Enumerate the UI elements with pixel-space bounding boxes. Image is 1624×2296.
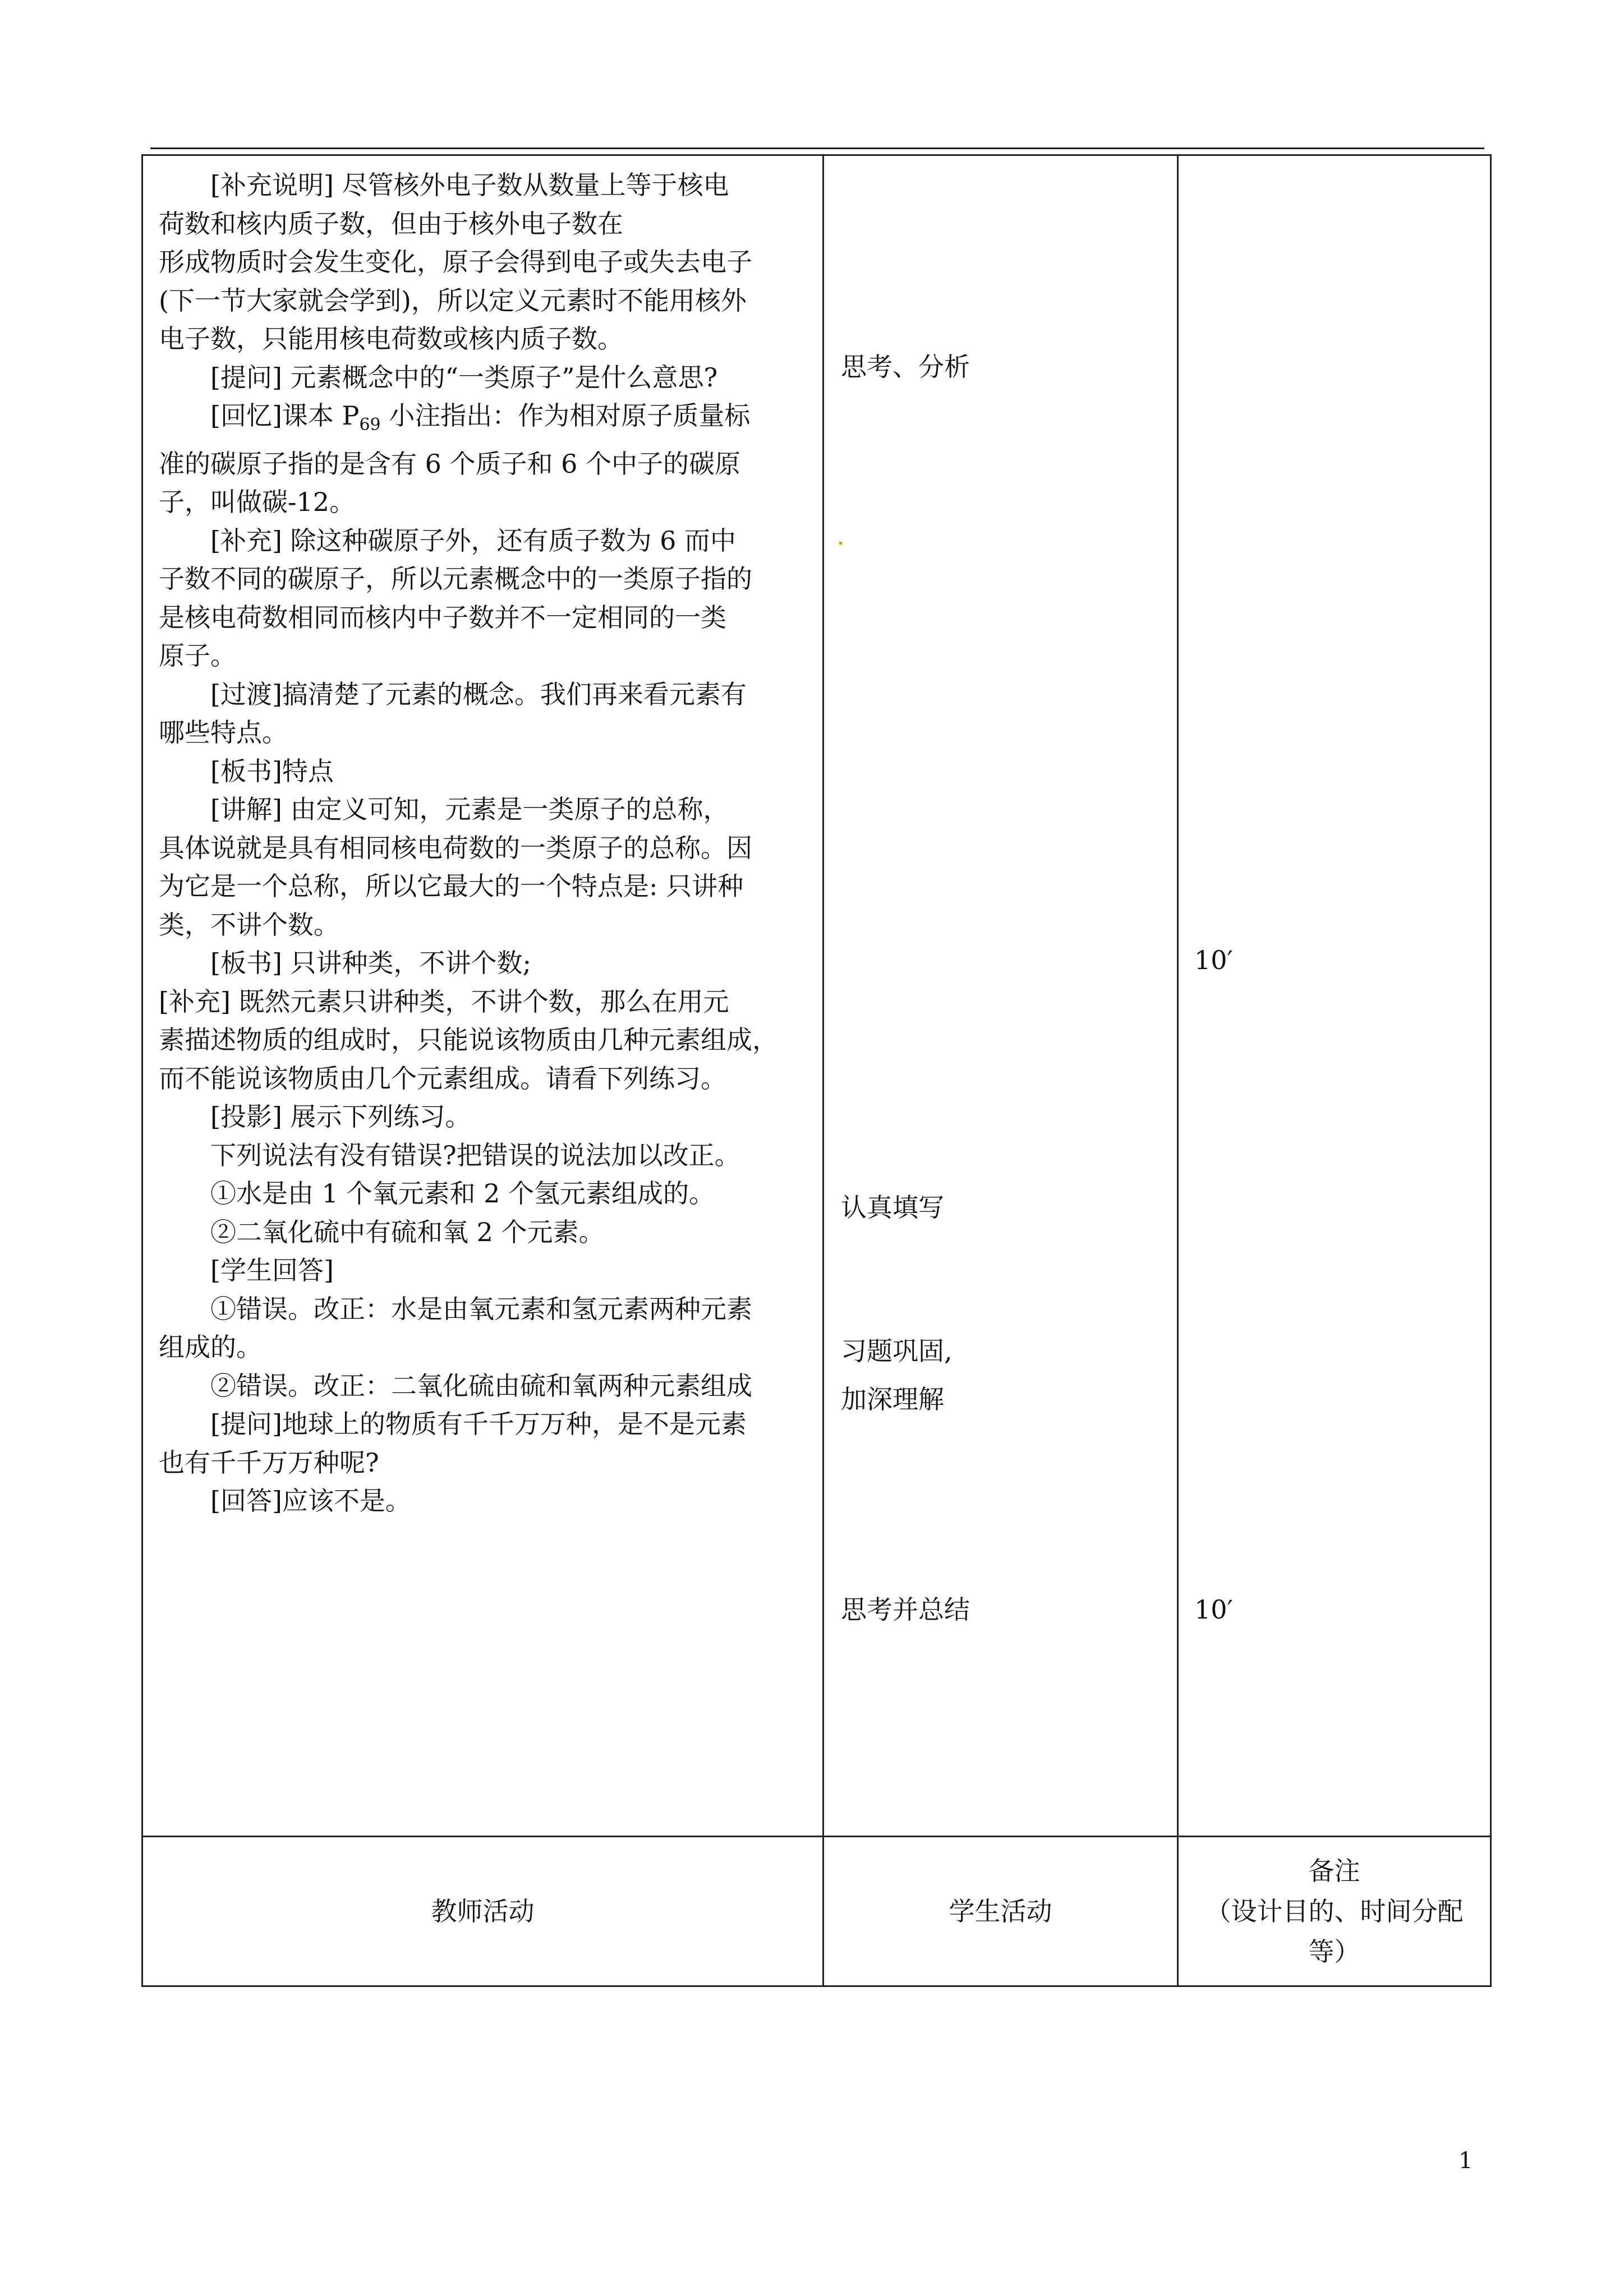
teacher-line: [159, 675, 811, 714]
teacher-line-text: 素描述物质的组成时，只能说该物质由几种元素组成，: [159, 1025, 778, 1055]
remarks-cell: [1178, 155, 1491, 1837]
header-remarks-line: 备注: [1308, 1856, 1360, 1886]
teacher-line: [159, 1174, 811, 1213]
teacher-line-text: 子，叫做碳-12。: [159, 487, 356, 518]
teacher-line: [159, 358, 811, 397]
teacher-line-text: 子数不同的碳原子，所以元素概念中的一类原子指的: [159, 564, 752, 594]
teacher-line-text: 电子数，只能用核电荷数或核内质子数。: [159, 324, 623, 354]
page-number: 1: [1459, 2148, 1473, 2174]
teacher-line: [159, 829, 811, 868]
teacher-line-text: 也有千千万万种呢?: [159, 1447, 379, 1478]
teacher-line: [159, 1136, 811, 1175]
teacher-line: [159, 1482, 811, 1520]
teacher-line-text: 原子。: [159, 640, 236, 671]
teacher-line-text: 类，不讲个数。: [159, 909, 339, 940]
teacher-line-text: (下一节大家就会学到)，所以定义元素时不能用核外: [159, 285, 747, 316]
teacher-line: [159, 1444, 811, 1482]
teacher-line-text: [投影] 展示下列练习。: [210, 1101, 471, 1132]
student-activity: 思考并总结: [841, 1594, 970, 1625]
teacher-activity-cell: [142, 155, 823, 1837]
teacher-line-text: 形成物质时会发生变化，原子会得到电子或失去电子: [159, 247, 752, 277]
time-note: 10′: [1194, 945, 1233, 975]
teacher-line: [159, 1059, 811, 1098]
teacher-line: [159, 867, 811, 906]
teacher-line: [159, 752, 811, 791]
lesson-plan-table: [141, 154, 1492, 1987]
teacher-line: [159, 205, 811, 243]
teacher-line-text: 是核电荷数相同而核内中子数并不一定相同的一类: [159, 602, 726, 633]
teacher-line-text: [讲解] 由定义可知，元素是一类原子的总称，: [210, 794, 729, 825]
teacher-line-text: ②二氧化硫中有硫和氧 2 个元素。: [210, 1216, 605, 1247]
teacher-line-text: 组成的。: [159, 1332, 262, 1363]
teacher-line: [159, 397, 811, 445]
teacher-line-text: 具体说就是具有相同核电荷数的一类原子的总称。因: [159, 832, 752, 863]
teacher-line: [159, 790, 811, 829]
teacher-line: [159, 166, 811, 205]
teacher-line: [159, 1328, 811, 1367]
teacher-activity-text: [143, 156, 822, 1520]
teacher-line: [159, 522, 811, 560]
teacher-line: [159, 983, 811, 1021]
teacher-line-text: 小注指出：作为相对原子质量标: [380, 400, 751, 431]
teacher-line-text: [补充说明] 尽管核外电子数从数量上等于核电: [210, 170, 729, 200]
teacher-line: [159, 1098, 811, 1136]
student-activity: 习题巩固,: [841, 1336, 953, 1366]
teacher-line: [159, 1367, 811, 1405]
teacher-line: [159, 560, 811, 598]
header-teacher: 教师活动: [142, 1837, 823, 1986]
teacher-line-text: ②错误。改正：二氧化硫由硫和氧两种元素组成: [210, 1370, 752, 1401]
page-subscript: 69: [359, 415, 381, 435]
top-rule: [150, 147, 1484, 149]
teacher-line-text: [提问]地球上的物质有千千万万种，是不是元素: [210, 1409, 747, 1440]
teacher-line-text: [板书]特点: [210, 755, 334, 786]
student-activity: 认真填写: [841, 1192, 944, 1223]
teacher-line: [159, 906, 811, 944]
teacher-line: [159, 483, 811, 522]
header-remarks: [1178, 1837, 1491, 1986]
teacher-line-text: 哪些特点。: [159, 717, 288, 748]
header-remarks-line: （设计目的、时间分配: [1205, 1896, 1464, 1926]
teacher-line-text: 下列说法有没有错误?把错误的说法加以改正。: [210, 1140, 740, 1170]
teacher-line: [159, 637, 811, 675]
teacher-line-text: [回答]应该不是。: [210, 1486, 411, 1516]
teacher-line-text: [板书] 只讲种类，不讲个数;: [210, 948, 532, 979]
time-note: 10′: [1194, 1594, 1233, 1625]
teacher-line-text: 准的碳原子指的是含有 6 个质子和 6 个中子的碳原: [159, 448, 741, 479]
teacher-line-text: 荷数和核内质子数，但由于核外电子数在: [159, 208, 623, 239]
teacher-line-text: [回忆]课本 P: [210, 400, 360, 431]
student-activity-cell: [823, 155, 1178, 1837]
header-student: 学生活动: [823, 1837, 1178, 1986]
teacher-line: [159, 282, 811, 320]
teacher-line-text: 为它是一个总称，所以它最大的一个特点是: 只讲种: [159, 871, 744, 902]
content-row: [142, 155, 1491, 1837]
student-activity: 加深理解: [841, 1384, 944, 1414]
teacher-line-text: [提问] 元素概念中的“一类原子”是什么意思?: [210, 362, 718, 393]
teacher-line-text: 而不能说该物质由几个元素组成。请看下列练习。: [159, 1063, 726, 1094]
teacher-line-text: [过渡]搞清楚了元素的概念。我们再来看元素有: [210, 679, 747, 709]
teacher-line: [159, 1213, 811, 1252]
teacher-line: [159, 1251, 811, 1290]
teacher-line: [159, 1021, 811, 1059]
header-remarks-line: 等）: [1308, 1937, 1360, 1967]
teacher-line: [159, 1290, 811, 1329]
speck: [839, 542, 842, 545]
teacher-line-text: [补充] 除这种碳原子外，还有质子数为 6 而中: [210, 525, 737, 556]
teacher-line: [159, 944, 811, 983]
teacher-line: [159, 445, 811, 483]
teacher-line: [159, 1405, 811, 1444]
teacher-line: [159, 598, 811, 637]
teacher-line: [159, 713, 811, 752]
teacher-line: [159, 243, 811, 282]
teacher-line-text: ①错误。改正：水是由氧元素和氢元素两种元素: [210, 1293, 752, 1324]
teacher-line-text: [补充] 既然元素只讲种类，不讲个数，那么在用元: [159, 986, 729, 1017]
header-row: [142, 1837, 1491, 1986]
teacher-line-text: [学生回答]: [210, 1255, 334, 1286]
student-activity: 思考、分析: [841, 352, 970, 382]
teacher-line: [159, 320, 811, 358]
teacher-line-text: ①水是由 1 个氧元素和 2 个氢元素组成的。: [210, 1178, 715, 1209]
